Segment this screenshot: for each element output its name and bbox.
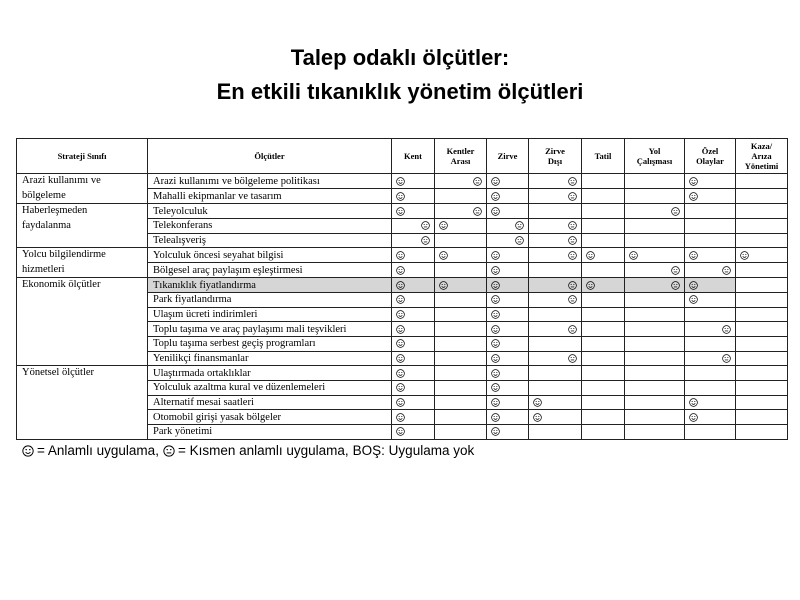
criterion-label: Park yönetimi [148, 424, 392, 439]
column-header: Zirve [487, 139, 529, 174]
mark-cell [736, 322, 788, 337]
strategy-class-cell: Haberleşmeden faydalanma [17, 204, 148, 248]
smile-icon [689, 279, 731, 292]
mark-cell [582, 218, 625, 233]
mark-cell [529, 204, 582, 219]
column-header: Özel Olaylar [685, 139, 736, 174]
mark-cell [736, 218, 788, 233]
column-header: Zirve Dışı [529, 139, 582, 174]
mark-cell [435, 380, 487, 395]
legend [22, 443, 478, 459]
column-header: Yol Çalışması [625, 139, 685, 174]
criteria-table [16, 138, 788, 440]
neutral-face-icon [533, 279, 577, 292]
neutral-face-icon [689, 352, 731, 365]
mark-cell [529, 293, 582, 308]
mark-cell [582, 307, 625, 322]
mark-cell [736, 366, 788, 381]
neutral-face-icon [629, 205, 680, 218]
neutral-face-icon [629, 279, 680, 292]
mark-cell [487, 263, 529, 278]
mark-cell [685, 204, 736, 219]
mark-cell [529, 233, 582, 248]
mark-cell [435, 351, 487, 366]
mark-cell [736, 189, 788, 204]
smile-icon [396, 425, 430, 438]
smile-icon [396, 352, 430, 365]
mark-cell [625, 380, 685, 395]
column-header: Tatil [582, 139, 625, 174]
mark-cell [529, 189, 582, 204]
smile-icon [491, 190, 524, 203]
mark-cell [529, 322, 582, 337]
neutral-face-icon [439, 205, 482, 218]
mark-cell [435, 174, 487, 189]
mark-cell [736, 307, 788, 322]
mark-cell [392, 366, 435, 381]
neutral-face-icon [533, 175, 577, 188]
mark-cell [582, 410, 625, 425]
mark-cell [736, 263, 788, 278]
mark-cell [625, 233, 685, 248]
criterion-label: Yolculuk azaltma kural ve düzenlemeleri [148, 380, 392, 395]
mark-cell [625, 204, 685, 219]
smile-icon [396, 323, 430, 336]
neutral-face-icon [533, 293, 577, 306]
smile-icon [396, 308, 430, 321]
slide-title [0, 41, 800, 109]
mark-cell [625, 351, 685, 366]
mark-cell [736, 248, 788, 263]
mark-cell [487, 322, 529, 337]
mark-cell [685, 263, 736, 278]
mark-cell [487, 218, 529, 233]
mark-cell [435, 424, 487, 439]
smile-icon [396, 279, 430, 292]
mark-cell [625, 189, 685, 204]
mark-cell [685, 395, 736, 410]
smile-icon [689, 411, 731, 424]
mark-cell [736, 424, 788, 439]
table-row [17, 248, 788, 263]
smile-icon [22, 445, 34, 457]
neutral-face-icon [689, 264, 731, 277]
smile-icon [491, 411, 524, 424]
mark-cell [582, 424, 625, 439]
mark-cell [529, 307, 582, 322]
smile-icon [533, 411, 577, 424]
table-row [17, 366, 788, 381]
neutral-face-icon [533, 234, 577, 247]
neutral-face-icon [491, 219, 524, 232]
mark-cell [392, 336, 435, 351]
mark-cell [392, 218, 435, 233]
criterion-label: Yenilikçi finansmanlar [148, 351, 392, 366]
mark-cell [435, 218, 487, 233]
smile-icon [491, 425, 524, 438]
mark-cell [582, 189, 625, 204]
mark-cell [685, 351, 736, 366]
neutral-face-icon [629, 264, 680, 277]
mark-cell [487, 424, 529, 439]
smile-icon [396, 249, 430, 262]
strategy-class-cell: Yönetsel ölçütler [17, 366, 148, 439]
mark-cell [392, 307, 435, 322]
mark-cell [392, 248, 435, 263]
mark-cell [582, 293, 625, 308]
mark-cell [625, 293, 685, 308]
mark-cell [625, 322, 685, 337]
mark-cell [529, 336, 582, 351]
slide-title-line-2: En etkili tıkanıklık yönetim ölçütleri [216, 79, 584, 104]
strategy-class-cell: Ekonomik ölçütler [17, 278, 148, 366]
mark-cell [685, 174, 736, 189]
mark-cell [392, 263, 435, 278]
smile-icon [439, 219, 482, 232]
mark-cell [435, 189, 487, 204]
smile-icon [491, 337, 524, 350]
criterion-label: Telealışveriş [148, 233, 392, 248]
slide-title-line-1: Talep odaklı ölçütler: [290, 45, 510, 70]
mark-cell [435, 293, 487, 308]
mark-cell [736, 278, 788, 293]
mark-cell [625, 263, 685, 278]
mark-cell [625, 248, 685, 263]
criterion-label: Alternatif mesai saatleri [148, 395, 392, 410]
smile-icon [740, 249, 783, 262]
mark-cell [435, 410, 487, 425]
mark-cell [529, 424, 582, 439]
mark-cell [529, 278, 582, 293]
mark-cell [685, 248, 736, 263]
mark-cell [392, 174, 435, 189]
mark-cell [529, 395, 582, 410]
mark-cell [625, 366, 685, 381]
mark-cell [435, 395, 487, 410]
mark-cell [582, 278, 625, 293]
mark-cell [487, 351, 529, 366]
table-row [17, 278, 788, 293]
smile-icon [396, 367, 430, 380]
mark-cell [625, 174, 685, 189]
mark-cell [736, 351, 788, 366]
mark-cell [582, 174, 625, 189]
mark-cell [392, 380, 435, 395]
smile-icon [491, 293, 524, 306]
neutral-face-icon [533, 219, 577, 232]
mark-cell [582, 248, 625, 263]
neutral-face-icon [689, 323, 731, 336]
mark-cell [529, 218, 582, 233]
mark-cell [392, 189, 435, 204]
mark-cell [736, 380, 788, 395]
neutral-face-icon [533, 352, 577, 365]
mark-cell [625, 336, 685, 351]
mark-cell [392, 293, 435, 308]
mark-cell [435, 366, 487, 381]
mark-cell [435, 204, 487, 219]
mark-cell [487, 307, 529, 322]
mark-cell [625, 424, 685, 439]
criterion-label: Toplu taşıma serbest geçiş programları [148, 336, 392, 351]
mark-cell [685, 293, 736, 308]
mark-cell [529, 366, 582, 381]
mark-cell [487, 395, 529, 410]
smile-icon [491, 279, 524, 292]
header-row [17, 139, 788, 174]
neutral-face-icon [396, 234, 430, 247]
mark-cell [487, 204, 529, 219]
smile-icon [491, 352, 524, 365]
mark-cell [582, 380, 625, 395]
neutral-face-icon [533, 190, 577, 203]
mark-cell [529, 248, 582, 263]
smile-icon [586, 249, 620, 262]
mark-cell [685, 380, 736, 395]
mark-cell [487, 380, 529, 395]
mark-cell [392, 204, 435, 219]
smile-icon [396, 293, 430, 306]
mark-cell [736, 410, 788, 425]
smile-icon [629, 249, 680, 262]
mark-cell [685, 410, 736, 425]
mark-cell [435, 278, 487, 293]
mark-cell [625, 395, 685, 410]
mark-cell [487, 410, 529, 425]
smile-icon [491, 249, 524, 262]
mark-cell [685, 322, 736, 337]
mark-cell [529, 410, 582, 425]
criterion-label: Yolculuk öncesi seyahat bilgisi [148, 248, 392, 263]
mark-cell [435, 248, 487, 263]
neutral-face-icon [163, 445, 175, 457]
legend-kismen-label: = Kısmen anlamlı uygulama, [177, 443, 349, 458]
mark-cell [582, 322, 625, 337]
smile-icon [586, 279, 620, 292]
criterion-label: Park fiyatlandırma [148, 293, 392, 308]
neutral-face-icon [491, 234, 524, 247]
table-header [17, 139, 788, 174]
neutral-face-icon [533, 323, 577, 336]
mark-cell [487, 336, 529, 351]
mark-cell [625, 307, 685, 322]
mark-cell [685, 218, 736, 233]
strategy-class-cell: Yolcu bilgilendirme hizmetleri [17, 248, 148, 278]
mark-cell [487, 189, 529, 204]
strategy-header: Strateji Sınıfı [17, 139, 148, 174]
table-body [17, 174, 788, 440]
mark-cell [625, 218, 685, 233]
mark-cell [736, 174, 788, 189]
criterion-label: Telekonferans [148, 218, 392, 233]
mark-cell [487, 174, 529, 189]
criterion-label: Arazi kullanımı ve bölgeleme politikası [148, 174, 392, 189]
smile-icon [396, 205, 430, 218]
mark-cell [685, 307, 736, 322]
smile-icon [439, 279, 482, 292]
mark-cell [685, 424, 736, 439]
mark-cell [736, 336, 788, 351]
smile-icon [491, 396, 524, 409]
mark-cell [582, 233, 625, 248]
mark-cell [435, 263, 487, 278]
mark-cell [435, 233, 487, 248]
criterion-label: Ulaşım ücreti indirimleri [148, 307, 392, 322]
criterion-label: Ulaştırmada ortaklıklar [148, 366, 392, 381]
mark-cell [685, 366, 736, 381]
mark-cell [392, 395, 435, 410]
strategy-class-cell: Arazi kullanımı ve bölgeleme [17, 174, 148, 204]
mark-cell [529, 351, 582, 366]
mark-cell [392, 351, 435, 366]
mark-cell [685, 233, 736, 248]
smile-icon [491, 308, 524, 321]
criterion-label: Tıkanıklık fiyatlandırma [148, 278, 392, 293]
mark-cell [582, 395, 625, 410]
smile-icon [491, 264, 524, 277]
mark-cell [529, 174, 582, 189]
mark-cell [435, 336, 487, 351]
smile-icon [689, 249, 731, 262]
mark-cell [736, 293, 788, 308]
mark-cell [435, 307, 487, 322]
smile-icon [396, 264, 430, 277]
mark-cell [625, 278, 685, 293]
mark-cell [685, 278, 736, 293]
column-header: Kaza/ Arıza Yönetimi [736, 139, 788, 174]
smile-icon [491, 323, 524, 336]
mark-cell [435, 322, 487, 337]
smile-icon [491, 381, 524, 394]
mark-cell [392, 278, 435, 293]
column-header: Kentler Arası [435, 139, 487, 174]
mark-cell [685, 336, 736, 351]
smile-icon [533, 396, 577, 409]
smile-icon [491, 205, 524, 218]
mark-cell [582, 204, 625, 219]
smile-icon [491, 175, 524, 188]
smile-icon [689, 293, 731, 306]
mark-cell [625, 410, 685, 425]
legend-bos-label: BOŞ: Uygulama yok [352, 443, 475, 458]
mark-cell [487, 233, 529, 248]
neutral-face-icon [439, 175, 482, 188]
mark-cell [529, 380, 582, 395]
mark-cell [736, 233, 788, 248]
mark-cell [392, 410, 435, 425]
criterion-label: Teleyolculuk [148, 204, 392, 219]
smile-icon [689, 396, 731, 409]
mark-cell [736, 204, 788, 219]
mark-cell [685, 189, 736, 204]
mark-cell [487, 278, 529, 293]
table-row [17, 174, 788, 189]
smile-icon [689, 175, 731, 188]
legend-anlamli-label: = Anlamlı uygulama, [37, 443, 159, 458]
mark-cell [582, 351, 625, 366]
smile-icon [396, 190, 430, 203]
mark-cell [392, 424, 435, 439]
smile-icon [439, 249, 482, 262]
mark-cell [392, 233, 435, 248]
criteria-header: Ölçütler [148, 139, 392, 174]
criterion-label: Toplu taşıma ve araç paylaşımı mali teşvikleri [148, 322, 392, 337]
mark-cell [529, 263, 582, 278]
smile-icon [491, 367, 524, 380]
criterion-label: Mahalli ekipmanlar ve tasarım [148, 189, 392, 204]
smile-icon [396, 337, 430, 350]
mark-cell [582, 366, 625, 381]
smile-icon [689, 190, 731, 203]
smile-icon [396, 396, 430, 409]
mark-cell [582, 336, 625, 351]
criterion-label: Bölgesel araç paylaşım eşleştirmesi [148, 263, 392, 278]
criterion-label: Otomobil girişi yasak bölgeler [148, 410, 392, 425]
table-row [17, 204, 788, 219]
mark-cell [487, 248, 529, 263]
neutral-face-icon [396, 219, 430, 232]
mark-cell [392, 322, 435, 337]
smile-icon [396, 411, 430, 424]
mark-cell [487, 366, 529, 381]
smile-icon [396, 175, 430, 188]
mark-cell [736, 395, 788, 410]
mark-cell [582, 263, 625, 278]
smile-icon [396, 381, 430, 394]
mark-cell [487, 293, 529, 308]
column-header: Kent [392, 139, 435, 174]
neutral-face-icon [533, 249, 577, 262]
